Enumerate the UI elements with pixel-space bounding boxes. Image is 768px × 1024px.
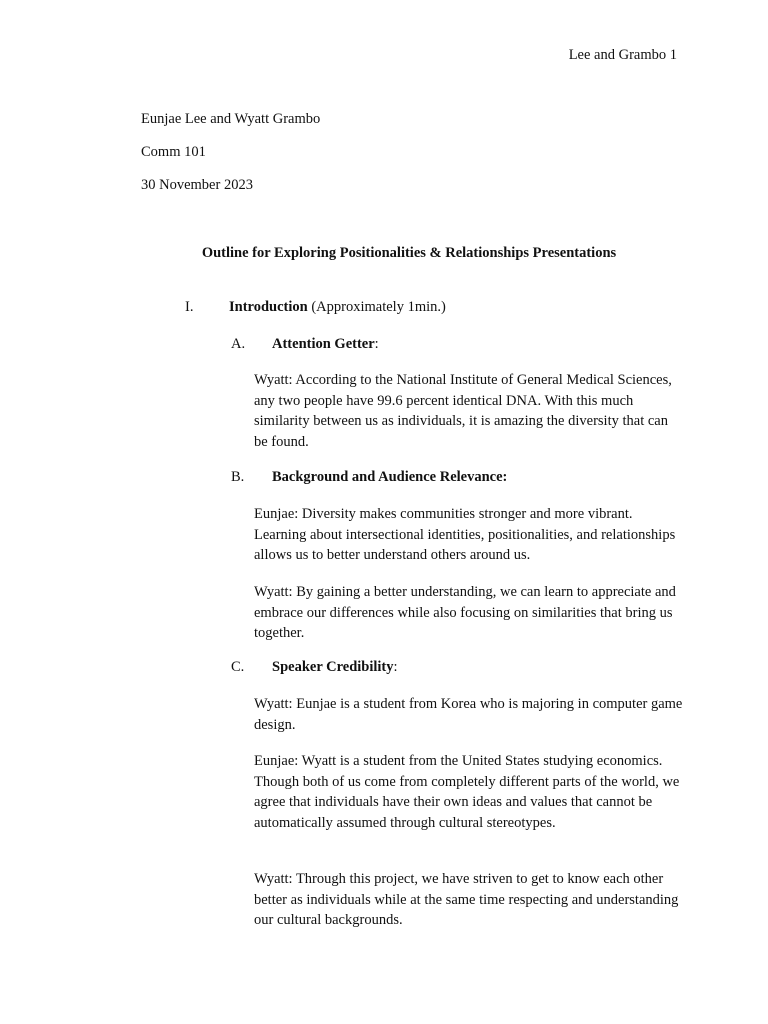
document-date: 30 November 2023 — [141, 177, 253, 193]
subsection-title-b — [272, 469, 507, 486]
subsection-title-a-text: Attention Getter — [272, 336, 375, 352]
section-title: Introduction — [229, 299, 308, 315]
subsection-title-c-text: Speaker Credibility — [272, 659, 394, 675]
subsection-title-b-text: Background and Audience Relevance: — [272, 469, 508, 485]
subsection-title-c — [272, 659, 398, 676]
subsection-title-c-suffix: : — [393, 659, 398, 675]
section-numeral: I. — [185, 299, 194, 315]
subsection-letter-c: C. — [231, 659, 245, 675]
paragraph-c-3: Wyatt: Through this project, we have striven to get to know each other better as individuals while at the same time respecting and understanding our cultural backgrounds. — [254, 871, 679, 929]
paragraph-c-2: Eunjae: Wyatt is a student from the United States studying economics. Though both of us come from completely different parts of the world, we agree that individuals have their own ideas and values that cannot be automatically assumed through cultural stereotypes. — [254, 753, 680, 831]
document-title: Outline for Exploring Positionalities & Relationships Presentations — [201, 245, 617, 261]
subsection-letter-b: B. — [231, 469, 245, 485]
subsection-title-a-suffix: : — [374, 336, 379, 352]
paragraph-a-1: Wyatt: According to the National Institute of General Medical Sciences, any two people have 99.6 percent identical DNA. With this much similarity between us as individuals, it is amazing the diversity that can be found. — [254, 372, 672, 450]
running-head: Lee and Grambo 1 — [568, 47, 677, 63]
paragraph-c-1: Wyatt: Eunjae is a student from Korea who is majoring in computer game design. — [254, 696, 683, 733]
section-note: (Approximately 1min.) — [307, 299, 446, 315]
subsection-letter-a: A. — [231, 336, 246, 352]
subsection-title-a — [272, 336, 379, 353]
section-heading — [229, 299, 446, 316]
author-names: Eunjae Lee and Wyatt Grambo — [141, 111, 321, 127]
course-name: Comm 101 — [141, 144, 206, 160]
mla-heading — [141, 109, 320, 208]
paragraph-b-2: Wyatt: By gaining a better understanding, we can learn to appreciate and embrace our differences while also focusing on similarities that bring us together. — [254, 584, 676, 642]
paragraph-b-1: Eunjae: Diversity makes communities stronger and more vibrant. Learning about intersectional identities, positionalities, and relationships allows us to better understand others around us. — [254, 506, 676, 564]
